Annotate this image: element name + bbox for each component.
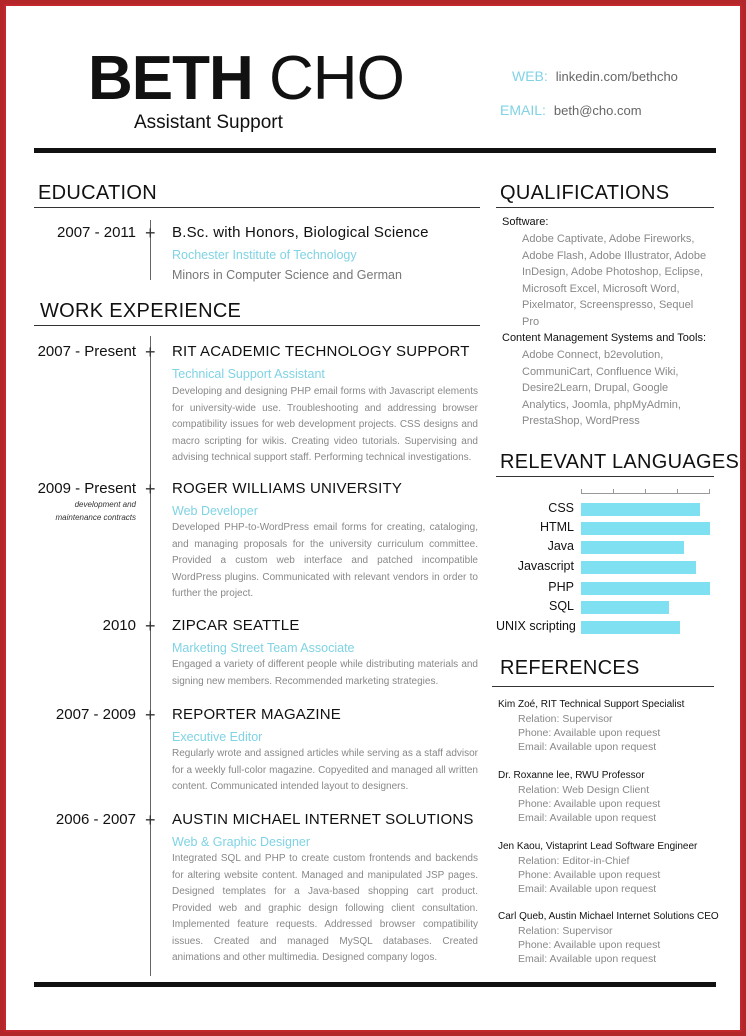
- job-description: Developing and designing PHP email forms with Javascript elements for university-wide use. Troubleshooting and addressing browser compatibility issues for web development projects. CSS designs and macro scripting for wikis. Creating video tutorials. Supervising and advising technical support staff. Performing technical investigations.: [172, 386, 478, 463]
- job-position: Web & Graphic Designer: [172, 835, 311, 849]
- reference-phone: Phone: Available upon request: [518, 869, 661, 881]
- reference-phone: Phone: Available upon request: [518, 939, 661, 951]
- language-bar: [581, 601, 669, 614]
- job-position: Marketing Street Team Associate: [172, 641, 355, 655]
- job-company: AUSTIN MICHAEL INTERNET SOLUTIONS: [172, 811, 474, 828]
- reference-email: Email: Available upon request: [518, 883, 657, 895]
- education-date: 2007 - 2011: [57, 224, 136, 241]
- timeline-plus-icon: +: [145, 342, 156, 362]
- reference-email: Email: Available upon request: [518, 953, 657, 965]
- education-minors: Minors in Computer Science and German: [172, 268, 402, 282]
- language-bar: [581, 522, 710, 535]
- scale-tick: [677, 489, 678, 494]
- reference-relation: Relation: Editor-in-Chief: [518, 855, 630, 867]
- reference-relation: Relation: Supervisor: [518, 925, 613, 937]
- job-position: Technical Support Assistant: [172, 367, 325, 381]
- job-company: ROGER WILLIAMS UNIVERSITY: [172, 480, 403, 497]
- languages-rule: [496, 476, 714, 477]
- timeline-plus-icon: +: [145, 616, 156, 636]
- software-label: Software:: [502, 216, 549, 228]
- timeline-plus-icon: +: [145, 223, 156, 243]
- first-name: BETH: [88, 44, 253, 113]
- reference-name: Dr. Roxanne lee, RWU Professor: [498, 770, 645, 781]
- reference-relation: Relation: Supervisor: [518, 713, 613, 725]
- education-title: EDUCATION: [38, 182, 157, 204]
- job-description: Regularly wrote and assigned articles while serving as a staff advisor for a weekly full-color magazine. Copyedited and managed all written content. Communicated intended layout to designers.: [172, 748, 478, 792]
- language-name: Java: [547, 539, 574, 553]
- job-date: 2007 - Present: [37, 343, 136, 360]
- job-note-line2: maintenance contracts: [55, 513, 136, 522]
- language-bar: [581, 541, 684, 554]
- cms-label: Content Management Systems and Tools:: [502, 332, 707, 344]
- job-company: ZIPCAR SEATTLE: [172, 617, 300, 634]
- job-note-line1: development and: [74, 500, 136, 509]
- job-description: Engaged a variety of different people while distributing materials and signing new members. Recommended marketing strategies.: [172, 659, 478, 687]
- scale-tick: [613, 489, 614, 494]
- education-rule: [34, 207, 480, 208]
- education-school: Rochester Institute of Technology: [172, 248, 357, 262]
- language-bar: [581, 582, 710, 595]
- reference-phone: Phone: Available upon request: [518, 798, 661, 810]
- references-rule: [492, 686, 714, 687]
- software-list: Adobe Captivate, Adobe Fireworks, Adobe Flash, Adobe Illustrator, Adobe InDesign, Adobe Photoshop, Eclipse, Microsoft Excel, Microsoft Word, Pixelmator, Screenspresso, Sequel Pro: [522, 233, 707, 328]
- candidate-role: Assistant Support: [134, 112, 283, 133]
- language-bar: [581, 621, 680, 634]
- language-name: HTML: [539, 520, 574, 534]
- web-contact: [512, 68, 678, 84]
- language-name: SQL: [548, 599, 574, 613]
- languages-title: RELEVANT LANGUAGES: [500, 451, 740, 473]
- reference-name: Jen Kaou, Vistaprint Lead Software Engineer: [498, 841, 698, 852]
- reference-name: Carl Queb, Austin Michael Internet Solutions CEO: [498, 911, 719, 922]
- web-value[interactable]: linkedin.com/bethcho: [555, 69, 678, 84]
- job-position: Executive Editor: [172, 730, 263, 744]
- job-company: RIT ACADEMIC TECHNOLOGY SUPPORT: [172, 343, 470, 360]
- header-divider: [34, 148, 716, 153]
- cms-list: Adobe Connect, b2evolution, CommuniCart, Confluence Wiki, Desire2Learn, Drupal, Google Analytics, Joomla, phpMyAdmin, PrestaShop, WordPress: [522, 349, 681, 427]
- job-date: 2006 - 2007: [55, 811, 136, 828]
- timeline-plus-icon: +: [145, 705, 156, 725]
- resume-page: [4, 4, 742, 1032]
- scale-tick: [709, 489, 710, 494]
- education-degree: B.Sc. with Honors, Biological Science: [172, 224, 429, 241]
- scale-tick: [581, 489, 582, 494]
- email-label: EMAIL:: [500, 102, 546, 118]
- reference-phone: Phone: Available upon request: [518, 727, 661, 739]
- reference-email: Email: Available upon request: [518, 812, 657, 824]
- job-company: REPORTER MAGAZINE: [172, 706, 341, 723]
- email-contact: [500, 102, 642, 118]
- language-name: PHP: [548, 580, 574, 594]
- job-position: Web Developer: [172, 504, 258, 518]
- job-description: Developed PHP-to-WordPress email forms for creating, cataloging, and managing proposals for the university curriculum committee. Provided a custom web interface and patched incompatible WordPress plugins. Communicated with relevant vendors in order to further the project.: [172, 522, 478, 599]
- language-bar: [581, 503, 700, 516]
- job-date: 2007 - 2009: [55, 706, 136, 723]
- last-name: CHO: [269, 44, 404, 113]
- timeline-plus-icon: +: [145, 479, 156, 499]
- reference-relation: Relation: Web Design Client: [518, 784, 650, 796]
- email-value[interactable]: beth@cho.com: [553, 103, 642, 118]
- language-bar: [581, 561, 696, 574]
- job-date: 2010: [102, 617, 136, 634]
- scale-tick: [645, 489, 646, 494]
- work-timeline: [150, 336, 151, 976]
- language-name: CSS: [548, 501, 574, 515]
- footer-divider: [34, 982, 716, 987]
- job-date: 2009 - Present: [37, 480, 136, 497]
- reference-email: Email: Available upon request: [518, 741, 657, 753]
- candidate-name: [88, 44, 404, 114]
- work-title: WORK EXPERIENCE: [40, 300, 242, 322]
- language-name: Javascript: [517, 559, 574, 573]
- language-name: UNIX scripting: [496, 619, 576, 633]
- job-description: Integrated SQL and PHP to create custom frontends and backends for altering website content. Managed and manipulated JSP pages. Designed templates for a Java-based shopping cart product. Provided web and graphic design following client consultation. Implemented feature requests. Addressed browser compatibility issues. Created and managed MySQL databases. Created animations and other multimedia. Designed company logos.: [172, 853, 478, 963]
- reference-name: Kim Zoé, RIT Technical Support Specialist: [498, 699, 685, 710]
- timeline-plus-icon: +: [145, 810, 156, 830]
- references-title: REFERENCES: [500, 657, 640, 679]
- qualifications-title: QUALIFICATIONS: [500, 182, 670, 204]
- web-label: WEB:: [512, 68, 548, 84]
- qualifications-rule: [496, 207, 714, 208]
- work-rule: [34, 325, 480, 326]
